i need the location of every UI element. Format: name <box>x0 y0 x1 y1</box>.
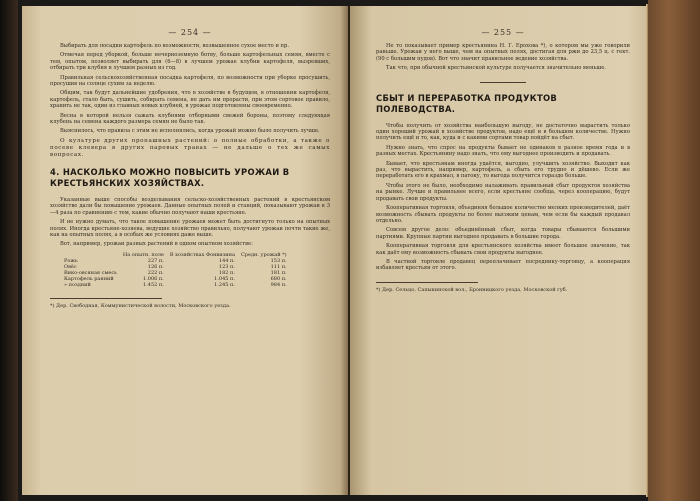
right-body-paragraph: В частной торговле продавец переплачивает посреднику-торговцу, а кооперация избавляет крестьян от этого. <box>376 258 630 272</box>
yield-table-cell: 144 п. <box>218 257 235 264</box>
left-page <box>22 6 348 495</box>
left-body-paragraph: Вот, например, урожаи разных растений в одном опытном хозяйстве: <box>60 241 253 248</box>
yield-table-cell: Овёс <box>64 263 77 270</box>
right-footnote: *) Дер. Сельцо, Сапыкинской вол., Бронницкого уезда, Московской губ. <box>376 286 568 293</box>
yield-table-cell: Рожь <box>64 257 78 264</box>
right-body-paragraph: Совсем другое дело: объединённый сбыт, когда товары сбываются большими партиями. Крупные партии выгоднее продавать в большие города. <box>376 227 630 240</box>
right-page-number: — 255 — <box>481 28 525 37</box>
section-divider <box>480 82 526 83</box>
left-paragraph: Правильная сельскохозяйственная посадка картофеля, по возможности при уборке просушить, просушив на солнце сухим за неделю. <box>50 74 330 88</box>
yield-table-cell: 1.245 п. <box>214 281 235 288</box>
footnote-divider <box>376 282 478 283</box>
yield-table-cell: 984 п. <box>270 281 287 288</box>
yield-table-cell: 111 п. <box>270 263 287 270</box>
yield-table-cell: 182 п. <box>218 269 235 276</box>
right-paragraph: Так что, при обычной крестьянской культуре получается значительно меньше. <box>386 65 606 72</box>
right-body-paragraph: Чтобы этого не было, необходимо налаживать правильный сбыт продуктов хозяйства на рынке. Лучше и правильнее всего, если крестьяне сообща, через кооперацию, будут продавать свои продукты. <box>376 182 630 202</box>
right-paragraph: Не то показывает пример крестьянина Н. Г. Ерохова *), о котором мы уже говорили раньше. Урожаи у него выше, чем на опытных полях, достигая для ржи до 23,5 ц. с гект. (90 с большим пудов). Вот что значит правильное ведение хозяйства. <box>376 43 630 62</box>
yield-table-cell: Картофель ранний <box>64 275 114 282</box>
right-body-paragraph: Чтобы получить от хозяйства наибольшую выгоду, не достаточно вырастить только один хороший урожай в хозяйстве продуктов, надо ещё и в большом количестве. Нужно получить ещё и то, как, куда и с какими сортами товар пойдёт на сбыт. <box>376 122 630 142</box>
yield-table-cell: 126 п. <box>147 263 164 270</box>
right-body-paragraph: Кооперативная торговля для крестьянского хозяйства имеет большое значение, так как даёт ему возможность сбывать свои продукты выгоднее. <box>376 243 630 256</box>
left-page-number: — 254 — <box>168 28 212 37</box>
left-body-paragraph: И не нужно думать, что такое повышение урожаев может быть достигнуто только на опытных полях. Иногда крестьяне-хозяева, ведущие хозяйство правильно, получают урожаи почти такие же, как на опытных полях, а в особых же условиях даже выше. <box>50 219 330 238</box>
left-paragraph: Весна в которой нельзя сажать клубнями отборными свежей бороны, поэтому следующая клубень на семена каждого размера семян не было так. <box>50 112 330 126</box>
footnote-divider <box>50 298 162 299</box>
left-paragraph: Отмечая перед уборкой, больше нечерноземную ботву, больше картофельных семян, вместе с тем, опытом, позволяет выбирать для (6—8) в лучшем урожае клубни картофеля, вызревших, отбирать три клубня в лучшем разных из год. <box>50 52 330 72</box>
yield-table-header: В хозяйствах Фонвизина <box>169 251 235 258</box>
right-page <box>350 6 652 495</box>
right-body-paragraph: Нужно знать, что спрос на продукты бывает не одинаков в разное время года и в разных местах. Крестьянину надо знать, что ему выгоднее производить и продавать. <box>376 144 630 158</box>
yield-table-cell: 123 п. <box>218 263 235 270</box>
yield-table-cell: 1.045 п. <box>214 275 235 282</box>
yield-table <box>64 252 293 288</box>
yield-table-header: На опытн. поле <box>122 251 164 258</box>
left-footnote: *) Дер. Свободная, Коммунистической волости, Московского уезда. <box>50 302 231 309</box>
yield-table-cell: 181 п. <box>270 269 287 276</box>
yield-table-cell: 1.452 п. <box>143 281 164 288</box>
left-paragraph: Общим, так будут дальнейшие удобрения, что в хозяйстве в будущем, в отношении картофеля, картофель, стало быть, сушить, собирать семена, не дать им прорасти, при этом сортовое правило, хранить не так, один из главных новых клубней, в урожае подготовлены своевременно. <box>50 90 330 110</box>
yield-table-cell: 153 п. <box>270 257 287 264</box>
right-body-paragraph: Кооперативная торговля, объединяя большое количество мелких производителей, даёт возможность сбывать продукты по более высоким ценам, чем если бы каждый продавал отдельно. <box>376 205 630 224</box>
yield-table-row <box>64 282 293 288</box>
yield-table-cell: 222 п. <box>147 269 164 276</box>
left-section-heading: 4. НАСКОЛЬКО МОЖНО ПОВЫСИТЬ УРОЖАИ В КРЕСТЬЯНСКИХ ХОЗЯЙСТВАХ. <box>50 166 290 188</box>
left-spaced-paragraph: О культуре других пропашных растений: о полные обработки, а также о посеве клевера в других паровых травах — не дальше о тех же самых вопросах. <box>50 137 330 158</box>
yield-table-cell: 680 п. <box>270 275 287 282</box>
left-paragraph: Выяснилось, что правила с этим не исполнялись, когда урожай можно было получить лучше. <box>60 128 320 135</box>
yield-table-header: Средн. урожай *) <box>240 251 287 258</box>
book-cover-left-edge <box>0 0 18 501</box>
yield-table-cell: » поздний <box>64 281 91 288</box>
book-cover-right-edge <box>648 0 700 501</box>
yield-table-cell: 1.006 п. <box>143 275 164 282</box>
right-section-heading: СБЫТ И ПЕРЕРАБОТКА ПРОДУКТОВ ПОЛЕВОДСТВА. <box>376 92 558 114</box>
left-body-paragraph: Указанные выше способы возделывания сельско-хозяйственных растений в крестьянском хозяйстве дали бы повышение урожаев. Данные опытных полей и станций, показывают урожаи в 3—4 раза по сравнению с тем, какие обычно получают наши крестьяне. <box>50 196 330 216</box>
left-paragraph: Выбирать для посадки картофель по возможности, возвышенное сухое место и пр. <box>60 43 289 49</box>
yield-table-cell: Вико-овсяная смесь <box>64 269 117 276</box>
right-body-paragraph: Бывает, что крестьянам иногда удаётся, выгодно, улучшить хозяйство. Выходит как раз, что вырастить, например, картофель, а сбыть его трудно и дёшево. Если же переработать его в крахмал, в патоку, то выгода получится гораздо больше. <box>376 160 630 180</box>
yield-table-cell: 227 п. <box>147 257 164 264</box>
